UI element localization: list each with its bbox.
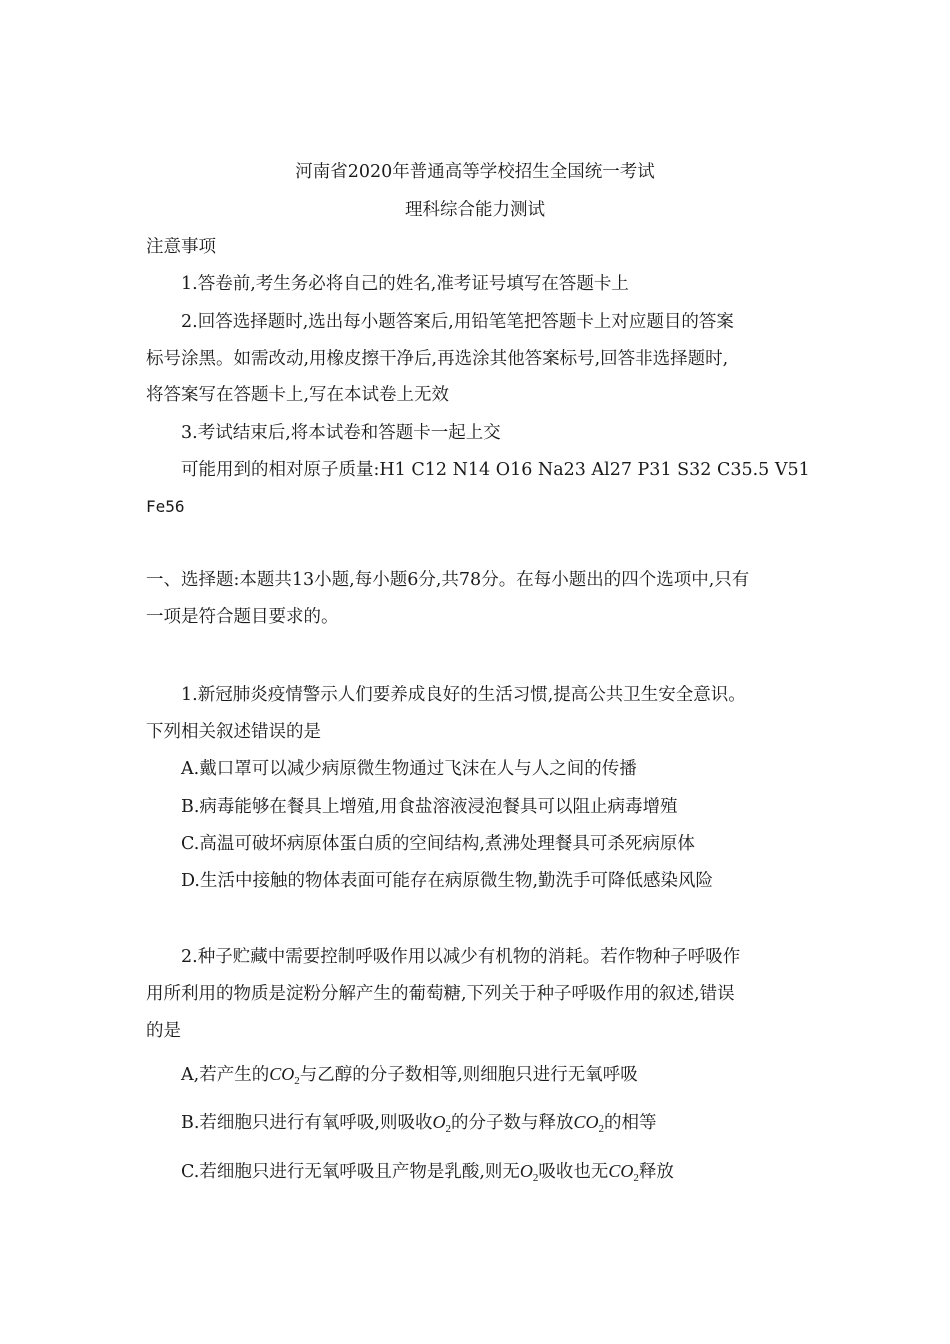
option-c-text-1: C.若细胞只进行无氧呼吸且产物是乳酸,则无 (181, 1162, 520, 1182)
co2-formula: $CO_2$ (573, 1112, 605, 1135)
atomic-mass-line-1: 可能用到的相对原子质量:H1 C12 N14 O16 Na23 Al27 P31 S32 C35.5 V51 (181, 460, 810, 480)
option-a-text-1: A,若产生的 (181, 1065, 270, 1085)
notice-item-2-line-2: 标号涂黑。如需改动,用橡皮擦干净后,再选涂其他答案标号,回答非选择题时, (146, 349, 729, 369)
option-b-text-3: 的相等 (604, 1113, 657, 1133)
question-1-option-b: B.病毒能够在餐具上增殖,用食盐溶液浸泡餐具可以阻止病毒增殖 (181, 797, 678, 817)
option-b-text-2: 的分子数与释放 (451, 1113, 574, 1133)
exam-subtitle: 理科综合能力测试 (405, 200, 545, 220)
question-2-option-c (181, 1159, 674, 1190)
question-2-stem-line-2: 用所利用的物质是淀粉分解产生的葡萄糖,下列关于种子呼吸作用的叙述,错误 (146, 984, 735, 1004)
question-1-option-c: C.高温可破坏病原体蛋白质的空间结构,煮沸处理餐具可杀死病原体 (181, 834, 695, 854)
question-1-stem-line-1: 1.新冠肺炎疫情警示人们要养成良好的生活习惯,提高公共卫生安全意识。 (181, 685, 746, 705)
co2-formula: $CO_2$ (608, 1161, 639, 1184)
o2-formula: $O_2$ (519, 1161, 539, 1184)
section-1-heading-line-1: 一、选择题:本题共13小题,每小题6分,共78分。在每小题出的四个选项中,只有 (146, 570, 750, 590)
question-1-stem-line-2: 下列相关叙述错误的是 (146, 722, 321, 742)
atomic-mass-line-2: Fe56 (146, 497, 185, 516)
question-1-option-a: A.戴口罩可以减少病原微生物通过飞沫在人与人之间的传播 (181, 759, 637, 779)
option-a-text-2: 与乙醇的分子数相等,则细胞只进行无氧呼吸 (299, 1065, 638, 1085)
option-c-text-2: 吸收也无 (538, 1162, 609, 1182)
notice-item-2-line-1: 2.回答选择题时,选出每小题答案后,用铅笔笔把答题卡上对应题目的答案 (181, 312, 734, 332)
notice-item-1: 1.答卷前,考生务必将自己的姓名,准考证号填写在答题卡上 (181, 274, 629, 294)
question-1-option-d: D.生活中接触的物体表面可能存在病原微生物,勤洗手可降低感染风险 (181, 871, 714, 891)
question-2-option-b (181, 1110, 657, 1141)
option-c-text-3: 释放 (638, 1162, 674, 1182)
notice-heading: 注意事项 (146, 237, 216, 257)
option-b-text-1: B.若细胞只进行有氧呼吸,则吸收 (181, 1113, 433, 1133)
section-1-heading-line-2: 一项是符合题目要求的。 (146, 607, 339, 627)
notice-item-3: 3.考试结束后,将本试卷和答题卡一起上交 (181, 423, 501, 443)
question-2-stem-line-3: 的是 (146, 1021, 181, 1041)
o2-formula: $O_2$ (432, 1112, 451, 1135)
question-2-stem-line-1: 2.种子贮藏中需要控制呼吸作用以减少有机物的消耗。若作物种子呼吸作 (181, 947, 741, 967)
question-2-option-a (181, 1062, 638, 1093)
co2-formula: $CO_2$ (269, 1064, 300, 1087)
exam-title: 河南省2020年普通高等学校招生全国统一考试 (295, 162, 655, 182)
notice-item-2-line-3: 将答案写在答题卡上,写在本试卷上无效 (146, 385, 450, 405)
